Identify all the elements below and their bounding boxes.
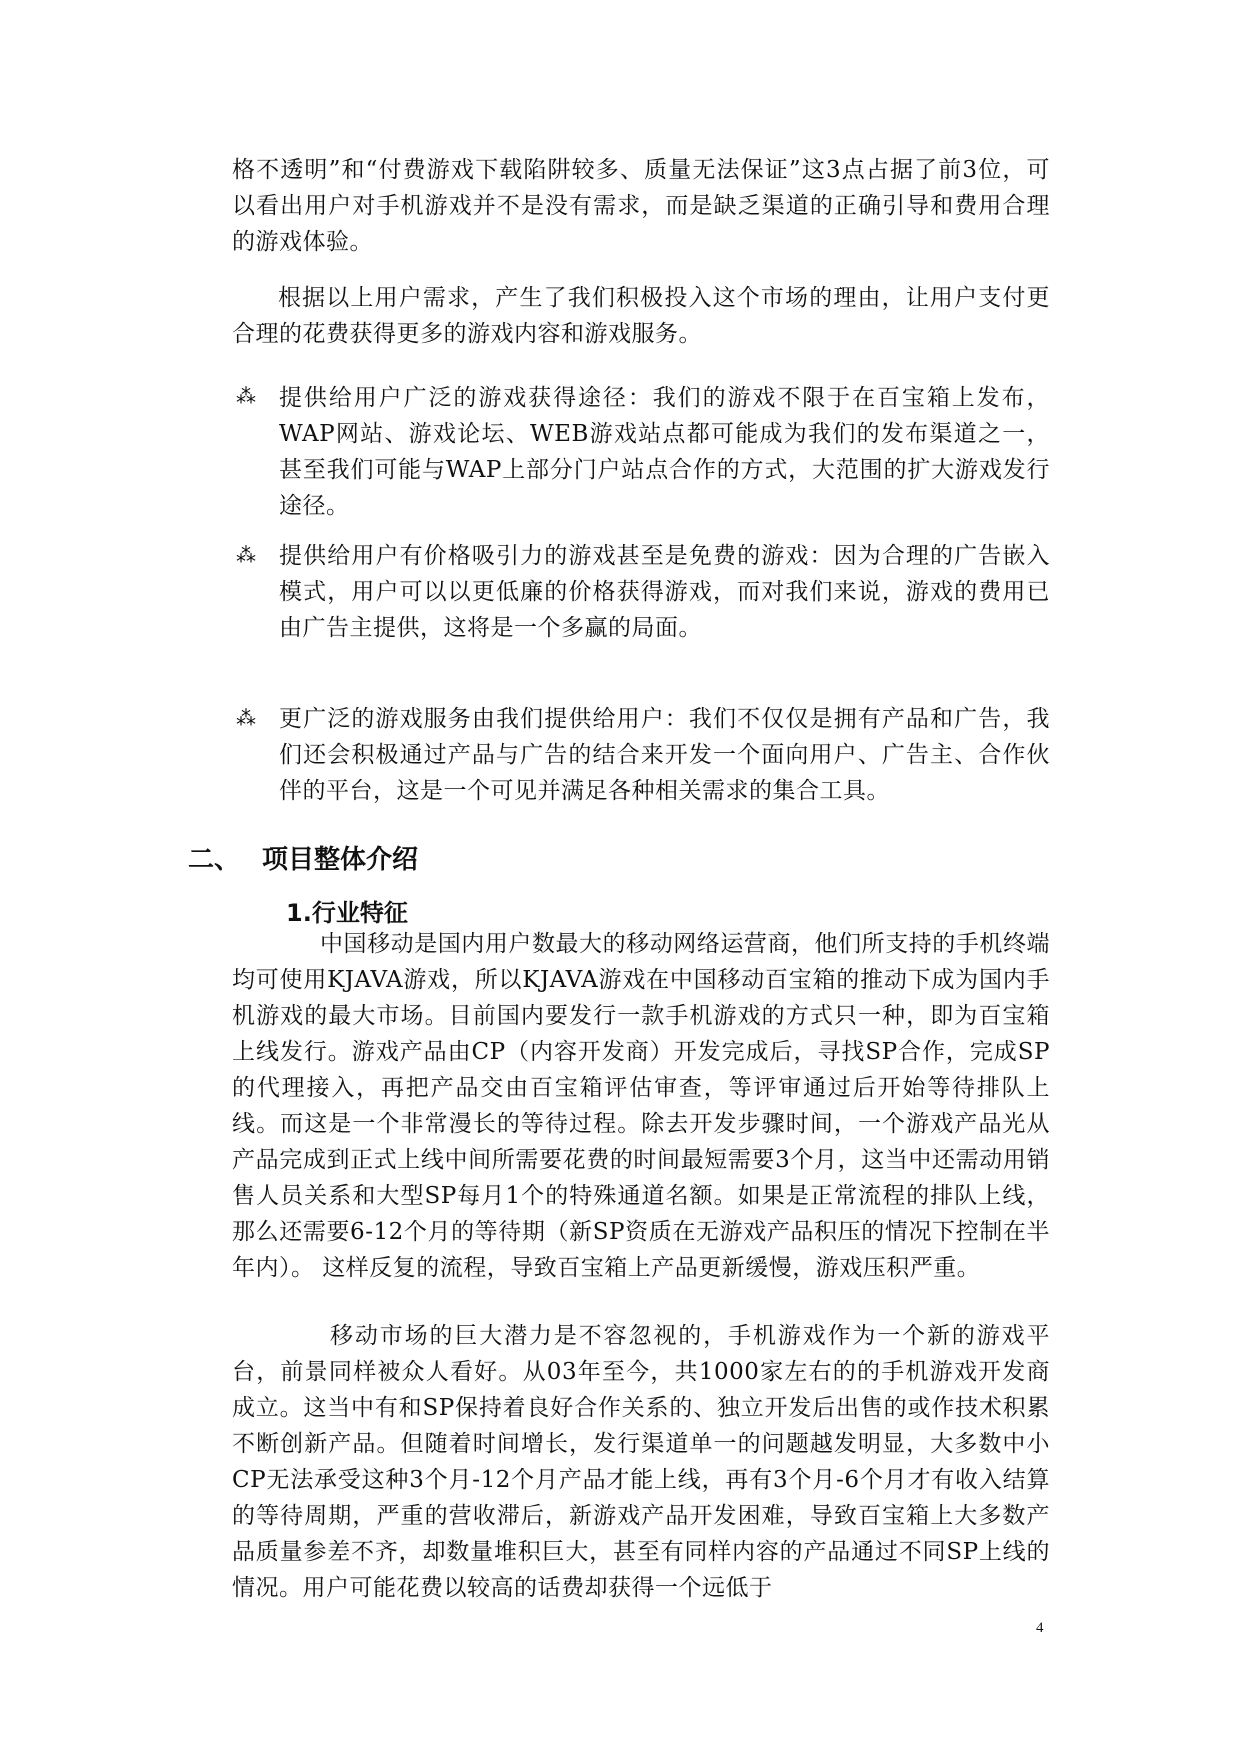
bullet-item-2: 提供给用户有价格吸引力的游戏甚至是免费的游戏：因为合理的广告嵌入模式，用户可以以更低廉的价格获得游戏，而对我们来说，游戏的费用已由广告主提供，这将是一个多赢的局面。 (279, 543, 1050, 641)
intro-continuation-paragraph: 格不透明”和“付费游戏下载陷阱较多、质量无法保证”这3点占据了前3位，可以看出用户对手机游戏并不是没有需求，而是缺乏渠道的正确引导和费用合理的游戏体验。 (232, 157, 1050, 255)
reason-paragraph: 根据以上用户需求，产生了我们积极投入这个市场的理由，让用户支付更合理的花费获得更多的游戏内容和游戏服务。 (232, 285, 1050, 347)
subsection-heading: 1.行业特征 (286, 899, 408, 927)
bullet-mark-3: ⁂ (236, 706, 253, 730)
bullet-mark-1: ⁂ (236, 384, 253, 408)
section-number: 二、 (188, 845, 241, 875)
page-number: 4 (1036, 1620, 1044, 1636)
section-heading (188, 843, 418, 877)
bullet-mark-2: ⁂ (236, 543, 253, 567)
market-paragraph: 移动市场的巨大潜力是不容忽视的，手机游戏作为一个新的游戏平台，前景同样被众人看好。从03年至今，共1000家左右的的手机游戏开发商成立。这当中有和SP保持着良好合作关系的、独立开发后出售的或作技术积累不断创新产品。但随着时间增长，发行渠道单一的问题越发明显，大多数中小CP无法承受这种3个月-12个月产品才能上线，再有3个月-6个月才有收入结算的等待周期，严重的营收滞后，新游戏产品开发困难，导致百宝箱上大多数产品质量参差不齐，却数量堆积巨大，甚至有同样内容的产品通过不同SP上线的情况。用户可能花费以较高的话费却获得一个远低于 (232, 1323, 1050, 1601)
industry-paragraph: 中国移动是国内用户数最大的移动网络运营商，他们所支持的手机终端均可使用KJAVA游戏，所以KJAVA游戏在中国移动百宝箱的推动下成为国内手机游戏的最大市场。目前国内要发行一款手机游戏的方式只一种，即为百宝箱上线发行。游戏产品由CP（内容开发商）开发完成后，寻找SP合作，完成SP的代理接入，再把产品交由百宝箱评估审查，等评审通过后开始等待排队上线。而这是一个非常漫长的等待过程。除去开发步骤时间，一个游戏产品光从产品完成到正式上线中间所需要花费的时间最短需要3个月，这当中还需动用销售人员关系和大型SP每月1个的特殊通道名额。如果是正常流程的排队上线，那么还需要6-12个月的等待期（新SP资质在无游戏产品积压的情况下控制在半年内）。 这样反复的流程，导致百宝箱上产品更新缓慢，游戏压积严重。 (232, 931, 1050, 1281)
bullet-item-1: 提供给用户广泛的游戏获得途径：我们的游戏不限于在百宝箱上发布，WAP网站、游戏论坛、WEB游戏站点都可能成为我们的发布渠道之一，甚至我们可能与WAP上部分门户站点合作的方式，大范围的扩大游戏发行途径。 (279, 385, 1050, 519)
bullet-item-3: 更广泛的游戏服务由我们提供给用户：我们不仅仅是拥有产品和广告，我们还会积极通过产品与广告的结合来开发一个面向用户、广告主、合作伙伴的平台，这是一个可见并满足各种相关需求的集合工具。 (279, 706, 1050, 804)
section-title: 项目整体介绍 (262, 845, 419, 875)
